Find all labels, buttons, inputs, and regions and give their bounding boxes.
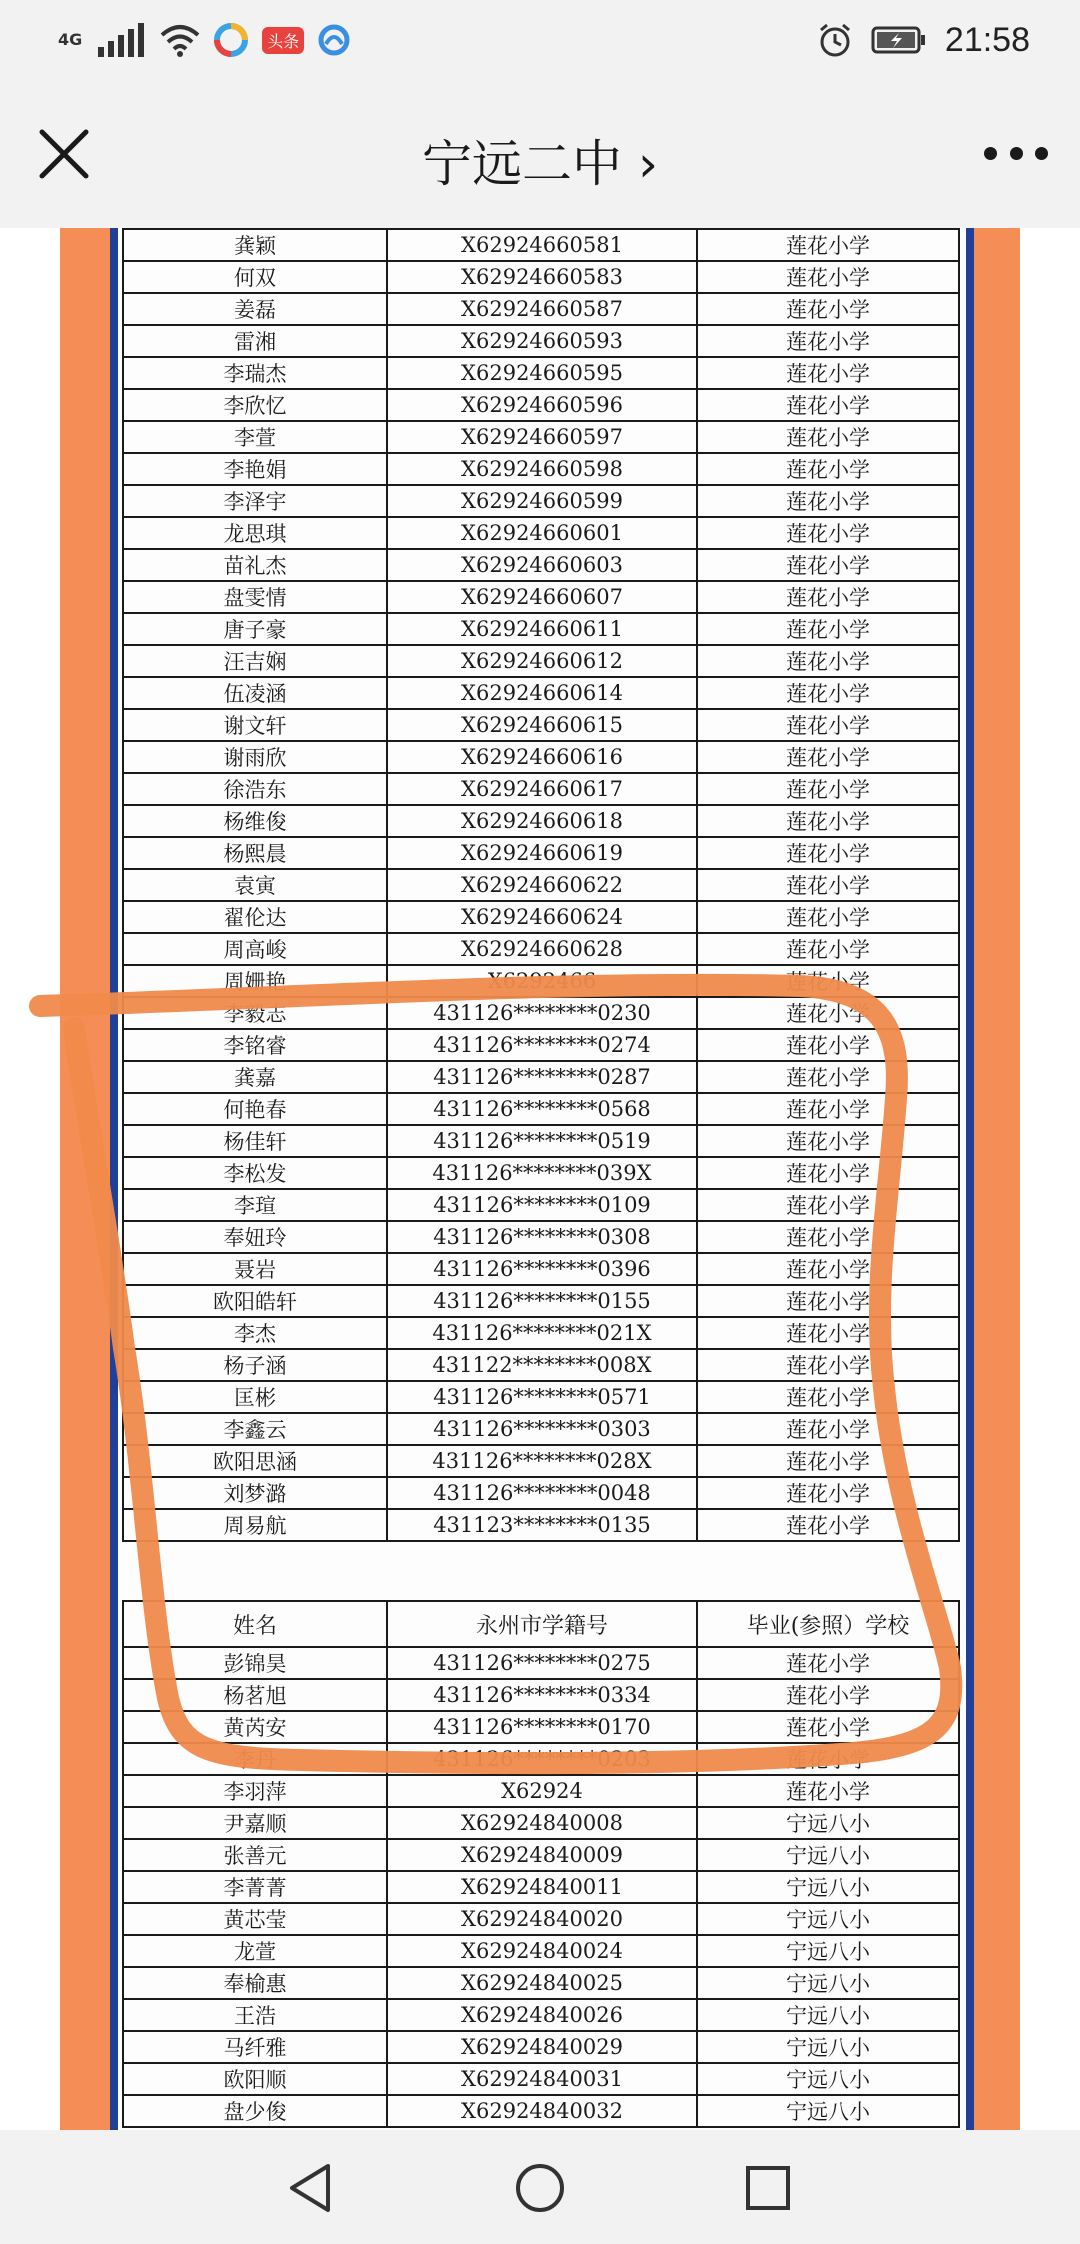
- student-name-cell: 龚颖: [123, 229, 387, 261]
- student-id-cell: 431126********0334: [387, 1679, 697, 1711]
- student-name-cell: 尹嘉顺: [123, 1807, 387, 1839]
- student-name-cell: 盘少俊: [123, 2095, 387, 2127]
- student-id-cell: 431126********0571: [387, 1381, 697, 1413]
- school-cell: 莲花小学: [697, 773, 959, 805]
- school-cell: 宁远八小: [697, 2063, 959, 2095]
- table-row: [123, 933, 959, 965]
- table-row: [123, 1647, 959, 1679]
- student-name-cell: 周易航: [123, 1509, 387, 1541]
- student-id-cell: X62924840026: [387, 1999, 697, 2031]
- app-colorful-icon: [214, 23, 248, 57]
- school-cell: 莲花小学: [697, 1061, 959, 1093]
- school-cell: 莲花小学: [697, 261, 959, 293]
- table-row: [123, 453, 959, 485]
- student-id-cell: X62924660618: [387, 805, 697, 837]
- table-row: [123, 1157, 959, 1189]
- school-cell: 莲花小学: [697, 1477, 959, 1509]
- table-row: [123, 325, 959, 357]
- school-cell: 莲花小学: [697, 453, 959, 485]
- header-name: 姓名: [123, 1601, 387, 1647]
- school-cell: 莲花小学: [697, 1775, 959, 1807]
- student-id-cell: X62924: [387, 1775, 697, 1807]
- student-id-cell: X62924840029: [387, 2031, 697, 2063]
- student-name-cell: 杨子涵: [123, 1349, 387, 1381]
- student-id-cell: X62924660617: [387, 773, 697, 805]
- frame-border-left: [60, 228, 110, 2130]
- school-cell: 莲花小学: [697, 1253, 959, 1285]
- table-row: [123, 709, 959, 741]
- student-name-cell: 周高峻: [123, 933, 387, 965]
- school-cell: 莲花小学: [697, 1679, 959, 1711]
- student-id-cell: 431126********0396: [387, 1253, 697, 1285]
- table-row: [123, 517, 959, 549]
- student-id-cell: X62924660615: [387, 709, 697, 741]
- student-id-cell: X62924840011: [387, 1871, 697, 1903]
- student-name-cell: 杨茗旭: [123, 1679, 387, 1711]
- table-row: [123, 1679, 959, 1711]
- student-name-cell: 李毅志: [123, 997, 387, 1029]
- school-cell: 莲花小学: [697, 1743, 959, 1775]
- table-row: [123, 1967, 959, 1999]
- student-id-cell: X62924840025: [387, 1967, 697, 1999]
- school-cell: 莲花小学: [697, 229, 959, 261]
- school-cell: 莲花小学: [697, 485, 959, 517]
- student-id-cell: 431126********0519: [387, 1125, 697, 1157]
- table-row: [123, 1743, 959, 1775]
- table-row: [123, 1317, 959, 1349]
- table-row: [123, 389, 959, 421]
- school-cell: 莲花小学: [697, 1093, 959, 1125]
- battery-icon: [871, 25, 927, 55]
- status-bar: [0, 0, 1080, 80]
- student-name-cell: 汪吉娴: [123, 645, 387, 677]
- student-name-cell: 刘梦潞: [123, 1477, 387, 1509]
- student-name-cell: 黄芯莹: [123, 1903, 387, 1935]
- student-id-cell: 431126********039X: [387, 1157, 697, 1189]
- student-name-cell: 李泽宇: [123, 485, 387, 517]
- frame-line-left: [110, 228, 118, 2130]
- document-view[interactable]: [0, 228, 1080, 2130]
- status-right: [817, 18, 1030, 62]
- student-id-cell: X62924660603: [387, 549, 697, 581]
- school-cell: 莲花小学: [697, 389, 959, 421]
- student-id-cell: X62924840024: [387, 1935, 697, 1967]
- more-icon[interactable]: [984, 138, 1048, 168]
- school-cell: 莲花小学: [697, 1509, 959, 1541]
- school-cell: 莲花小学: [697, 1445, 959, 1477]
- header-student-id: 永州市学籍号: [387, 1601, 697, 1647]
- student-name-cell: 谢文轩: [123, 709, 387, 741]
- table-row: [123, 229, 959, 261]
- student-id-cell: X62924660619: [387, 837, 697, 869]
- student-name-cell: 马纤雅: [123, 2031, 387, 2063]
- student-name-cell: 黄芮安: [123, 1711, 387, 1743]
- student-id-cell: 431126********0155: [387, 1285, 697, 1317]
- table-row: [123, 677, 959, 709]
- system-nav-bar: [0, 2130, 1080, 2244]
- school-cell: 宁远八小: [697, 1839, 959, 1871]
- student-name-cell: 匡彬: [123, 1381, 387, 1413]
- table-row: [123, 1903, 959, 1935]
- student-name-cell: 李菁菁: [123, 1871, 387, 1903]
- school-cell: 莲花小学: [697, 325, 959, 357]
- student-name-cell: 欧阳思涵: [123, 1445, 387, 1477]
- network-type: 4G: [58, 30, 83, 49]
- student-name-cell: 王浩: [123, 1999, 387, 2031]
- student-name-cell: 杨熙晨: [123, 837, 387, 869]
- school-cell: 莲花小学: [697, 613, 959, 645]
- school-cell: 莲花小学: [697, 901, 959, 933]
- school-cell: 莲花小学: [697, 581, 959, 613]
- student-id-cell: 431126********0109: [387, 1189, 697, 1221]
- table-row: [123, 2031, 959, 2063]
- table-row: [123, 1093, 959, 1125]
- student-id-cell: X62924660595: [387, 357, 697, 389]
- student-table-2: [122, 1600, 960, 2128]
- school-cell: 莲花小学: [697, 869, 959, 901]
- student-name-cell: 龚嘉: [123, 1061, 387, 1093]
- table-row: [123, 2095, 959, 2127]
- school-cell: 莲花小学: [697, 1285, 959, 1317]
- student-id-cell: 431126********0303: [387, 1413, 697, 1445]
- student-id-cell: 431126********0287: [387, 1061, 697, 1093]
- student-name-cell: 李杰: [123, 1317, 387, 1349]
- table-row: [123, 421, 959, 453]
- table-row: [123, 965, 959, 997]
- student-name-cell: 李欣忆: [123, 389, 387, 421]
- student-id-cell: 431126********0568: [387, 1093, 697, 1125]
- header-school: 毕业(参照）学校: [697, 1601, 959, 1647]
- network-indicator: [58, 32, 82, 48]
- table-row: [123, 613, 959, 645]
- school-cell: 莲花小学: [697, 709, 959, 741]
- recents-icon[interactable]: [740, 2160, 796, 2216]
- student-name-cell: 翟伦达: [123, 901, 387, 933]
- student-id-cell: 431126********0230: [387, 997, 697, 1029]
- toutiao-badge: 头条: [262, 27, 304, 54]
- title-bar: [0, 80, 1080, 228]
- school-cell: 莲花小学: [697, 837, 959, 869]
- school-cell: 莲花小学: [697, 421, 959, 453]
- student-name-cell: 李丹: [123, 1743, 387, 1775]
- student-name-cell: 聂岩: [123, 1253, 387, 1285]
- student-id-cell: X62924840031: [387, 2063, 697, 2095]
- student-id-cell: X62924660614: [387, 677, 697, 709]
- school-cell: 莲花小学: [697, 1381, 959, 1413]
- student-id-cell: 431126********0274: [387, 1029, 697, 1061]
- table-row: [123, 293, 959, 325]
- student-id-cell: X62924660598: [387, 453, 697, 485]
- student-name-cell: 谢雨欣: [123, 741, 387, 773]
- signal-icon: [96, 23, 146, 57]
- school-cell: 莲花小学: [697, 549, 959, 581]
- school-cell: 莲花小学: [697, 997, 959, 1029]
- table-row: [123, 1029, 959, 1061]
- student-name-cell: 袁寅: [123, 869, 387, 901]
- table-row: [123, 805, 959, 837]
- student-table-1: [122, 228, 960, 1542]
- school-cell: 莲花小学: [697, 1349, 959, 1381]
- school-cell: 莲花小学: [697, 1711, 959, 1743]
- table-row: [123, 773, 959, 805]
- table-row: [123, 1935, 959, 1967]
- school-cell: 莲花小学: [697, 1157, 959, 1189]
- student-name-cell: 龙思琪: [123, 517, 387, 549]
- student-name-cell: 何双: [123, 261, 387, 293]
- student-id-cell: X62924660611: [387, 613, 697, 645]
- student-name-cell: 奉妞玲: [123, 1221, 387, 1253]
- student-id-cell: X62924660616: [387, 741, 697, 773]
- school-cell: 莲花小学: [697, 741, 959, 773]
- student-name-cell: 姜磊: [123, 293, 387, 325]
- table-row: [123, 1477, 959, 1509]
- school-cell: 宁远八小: [697, 1935, 959, 1967]
- table-row: [123, 1189, 959, 1221]
- student-id-cell: X62924660583: [387, 261, 697, 293]
- student-id-cell: 431126********0275: [387, 1647, 697, 1679]
- school-cell: 莲花小学: [697, 357, 959, 389]
- student-id-cell: 431126********0203: [387, 1743, 697, 1775]
- table-row: [123, 485, 959, 517]
- school-cell: 莲花小学: [697, 1029, 959, 1061]
- student-name-cell: 苗礼杰: [123, 549, 387, 581]
- school-cell: 宁远八小: [697, 2031, 959, 2063]
- student-id-cell: X62924660581: [387, 229, 697, 261]
- student-id-cell: X62924840020: [387, 1903, 697, 1935]
- student-id-cell: 431122********008X: [387, 1349, 697, 1381]
- table-row: [123, 1349, 959, 1381]
- student-id-cell: 431126********028X: [387, 1445, 697, 1477]
- school-cell: 宁远八小: [697, 1871, 959, 1903]
- student-name-cell: 李鑫云: [123, 1413, 387, 1445]
- wifi-icon: [160, 23, 200, 57]
- student-id-cell: 431123********0135: [387, 1509, 697, 1541]
- student-id-cell: X62924660607: [387, 581, 697, 613]
- table-row: [123, 1775, 959, 1807]
- table-row: [123, 357, 959, 389]
- student-name-cell: 杨佳轩: [123, 1125, 387, 1157]
- student-name-cell: 李松发: [123, 1157, 387, 1189]
- student-name-cell: 盘雯情: [123, 581, 387, 613]
- home-icon[interactable]: [512, 2160, 568, 2216]
- school-cell: 莲花小学: [697, 1647, 959, 1679]
- app-blue-icon: [318, 24, 350, 56]
- student-id-cell: 431126********0048: [387, 1477, 697, 1509]
- school-cell: 莲花小学: [697, 645, 959, 677]
- student-id-cell: X62924660612: [387, 645, 697, 677]
- student-id-cell: X62924660628: [387, 933, 697, 965]
- student-id-cell: X62924660624: [387, 901, 697, 933]
- school-cell: 宁远八小: [697, 1807, 959, 1839]
- student-id-cell: X62924660593: [387, 325, 697, 357]
- table-row: [123, 1285, 959, 1317]
- clock: 21:58: [944, 20, 1030, 59]
- school-cell: 莲花小学: [697, 805, 959, 837]
- student-name-cell: 杨维俊: [123, 805, 387, 837]
- student-name-cell: 欧阳皓轩: [123, 1285, 387, 1317]
- school-cell: 莲花小学: [697, 1189, 959, 1221]
- frame-line-right: [966, 228, 974, 2130]
- student-id-cell: X62924660587: [387, 293, 697, 325]
- table-row: [123, 645, 959, 677]
- status-left: [58, 18, 350, 62]
- school-cell: 莲花小学: [697, 965, 959, 997]
- student-name-cell: 周姗艳: [123, 965, 387, 997]
- table-row: [123, 581, 959, 613]
- student-id-cell: X62924660597: [387, 421, 697, 453]
- student-name-cell: 李羽萍: [123, 1775, 387, 1807]
- school-cell: 莲花小学: [697, 677, 959, 709]
- table-row: [123, 1125, 959, 1157]
- student-name-cell: 唐子豪: [123, 613, 387, 645]
- table-header-row: [123, 1601, 959, 1647]
- back-icon[interactable]: [284, 2160, 340, 2216]
- table-row: [123, 1999, 959, 2031]
- student-name-cell: 雷湘: [123, 325, 387, 357]
- student-id-cell: 431126********0170: [387, 1711, 697, 1743]
- table-row: [123, 1445, 959, 1477]
- student-name-cell: 龙萱: [123, 1935, 387, 1967]
- student-name-cell: 奉榆惠: [123, 1967, 387, 1999]
- student-id-cell: X62924660596: [387, 389, 697, 421]
- table-row: [123, 549, 959, 581]
- student-name-cell: 李瑄: [123, 1189, 387, 1221]
- table-row: [123, 1413, 959, 1445]
- table-row: [123, 1807, 959, 1839]
- table-row: [123, 1221, 959, 1253]
- table-row: [123, 261, 959, 293]
- student-id-cell: 431126********0308: [387, 1221, 697, 1253]
- student-id-cell: X62924660599: [387, 485, 697, 517]
- student-name-cell: 李艳娟: [123, 453, 387, 485]
- student-id-cell: X62924840008: [387, 1807, 697, 1839]
- student-id-cell: X62924660601: [387, 517, 697, 549]
- school-cell: 莲花小学: [697, 1221, 959, 1253]
- table-row: [123, 1711, 959, 1743]
- table-row: [123, 1381, 959, 1413]
- student-name-cell: 何艳春: [123, 1093, 387, 1125]
- school-cell: 莲花小学: [697, 1317, 959, 1349]
- school-cell: 宁远八小: [697, 1967, 959, 1999]
- student-name-cell: 彭锦昊: [123, 1647, 387, 1679]
- school-cell: 莲花小学: [697, 1125, 959, 1157]
- student-name-cell: 徐浩东: [123, 773, 387, 805]
- school-cell: 莲花小学: [697, 1413, 959, 1445]
- table-row: [123, 997, 959, 1029]
- student-name-cell: 李瑞杰: [123, 357, 387, 389]
- table-row: [123, 869, 959, 901]
- table-row: [123, 1839, 959, 1871]
- school-cell: 宁远八小: [697, 1999, 959, 2031]
- table-row: [123, 1871, 959, 1903]
- table-row: [123, 1509, 959, 1541]
- frame-border-right: [974, 228, 1020, 2130]
- school-cell: 莲花小学: [697, 517, 959, 549]
- student-id-cell: X62924840032: [387, 2095, 697, 2127]
- table-row: [123, 741, 959, 773]
- school-cell: 莲花小学: [697, 293, 959, 325]
- student-id-cell: X62924660622: [387, 869, 697, 901]
- school-cell: 莲花小学: [697, 933, 959, 965]
- table-row: [123, 837, 959, 869]
- student-id-cell: X6292466: [387, 965, 697, 997]
- student-name-cell: 伍凌涵: [123, 677, 387, 709]
- table-row: [123, 1061, 959, 1093]
- student-name-cell: 李萱: [123, 421, 387, 453]
- alarm-icon: [817, 22, 853, 58]
- student-name-cell: 欧阳顺: [123, 2063, 387, 2095]
- page-title[interactable]: 宁远二中 ›: [422, 135, 658, 193]
- student-name-cell: 李铭睿: [123, 1029, 387, 1061]
- school-cell: 宁远八小: [697, 1903, 959, 1935]
- school-cell: 宁远八小: [697, 2095, 959, 2127]
- table-row: [123, 2063, 959, 2095]
- student-name-cell: 张善元: [123, 1839, 387, 1871]
- table-row: [123, 901, 959, 933]
- table-row: [123, 1253, 959, 1285]
- student-id-cell: 431126********021X: [387, 1317, 697, 1349]
- student-id-cell: X62924840009: [387, 1839, 697, 1871]
